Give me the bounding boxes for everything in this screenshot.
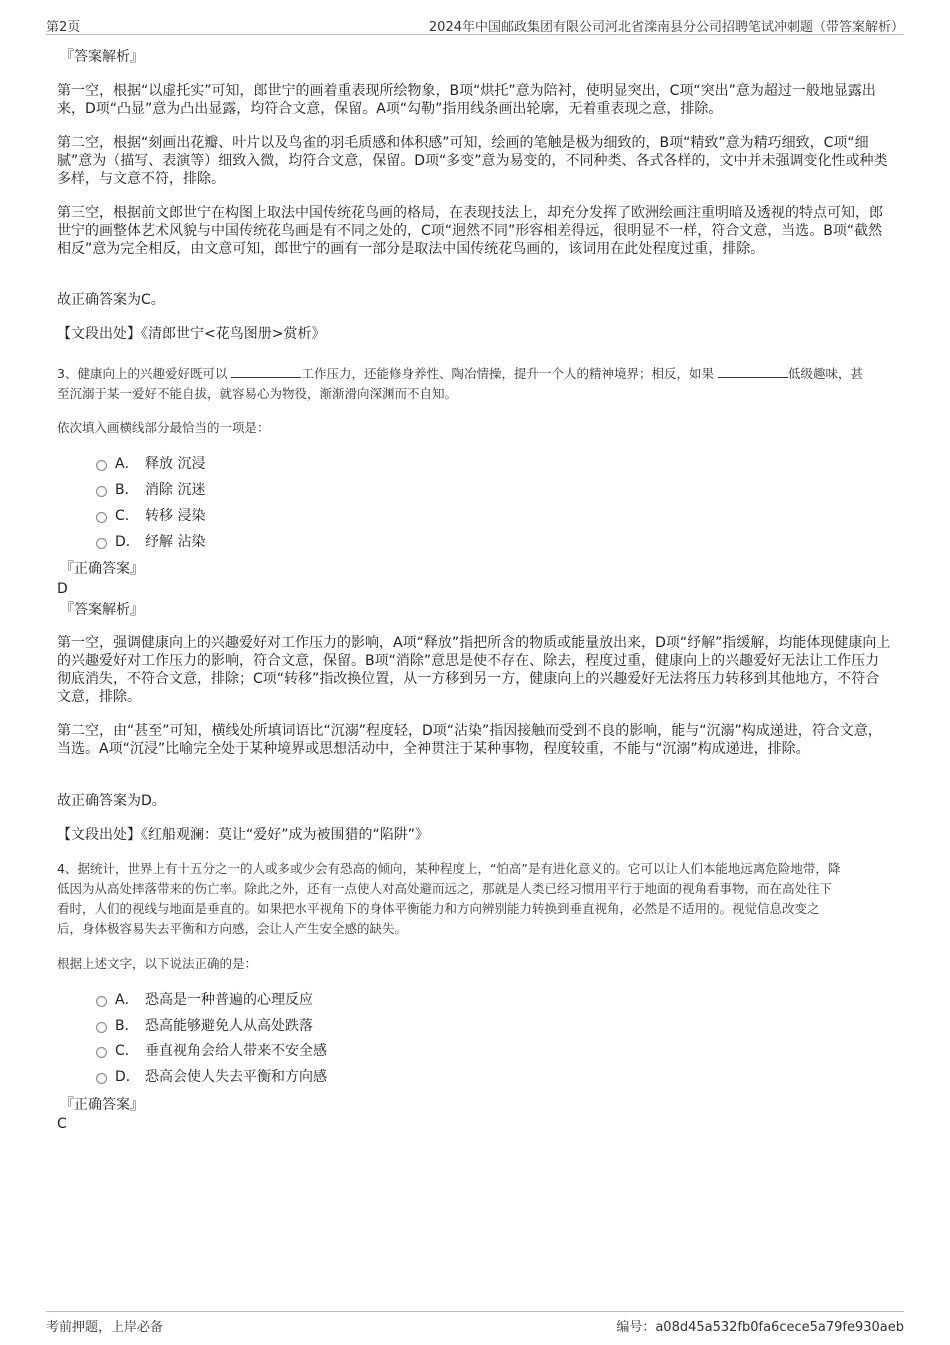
- q2-analysis-para2: 第二空，根据“刻画出花瓣、叶片以及鸟雀的羽毛质感和体积感”可知，绘画的笔触是极为细致的，B项“精致”意为精巧细致，C项“细腻”意为（描写、表演等）细致入微，均符合文意，保留。D项“多变”意为易变的，不同种类、各式各样的，文中并未强调变化性或种类多样，与文意不符，排除。: [57, 135, 888, 187]
- q3-option-c[interactable]: [96, 507, 205, 525]
- radio-icon[interactable]: [96, 1073, 107, 1084]
- q3-option-d[interactable]: [96, 533, 205, 551]
- option-text: 纾解 沾染: [145, 534, 206, 550]
- q4-prompt: 根据上述文字，以下说法正确的是：: [57, 956, 258, 971]
- q3-option-a[interactable]: [96, 455, 205, 473]
- q3-answer: D: [57, 581, 68, 597]
- radio-icon[interactable]: [96, 512, 107, 523]
- q4-stem-line4: 后，身体极容易失去平衡和方向感，会让人产生安全感的缺失。: [57, 921, 408, 936]
- page-header: [46, 14, 904, 35]
- q3-blank-2: [718, 365, 788, 378]
- option-letter: A．: [115, 992, 139, 1008]
- option-text: 消除 沉迷: [145, 482, 206, 498]
- q3-stem-part3: 低级趣味，甚: [787, 366, 863, 381]
- q3-answer-label: 『正确答案』: [60, 561, 144, 577]
- q3-analysis-label: 『答案解析』: [60, 602, 144, 618]
- option-text: 恐高会使人失去平衡和方向感: [145, 1069, 327, 1085]
- q3-stem: [57, 364, 897, 404]
- q2-source: 【文段出处】《清郎世宁<花鸟图册>赏析》: [57, 326, 326, 342]
- radio-icon[interactable]: [96, 1022, 107, 1033]
- q4-option-c[interactable]: [96, 1042, 327, 1060]
- q4-answer-label: 『正确答案』: [60, 1097, 144, 1113]
- radio-icon[interactable]: [96, 996, 107, 1007]
- q3-option-b[interactable]: [96, 481, 205, 499]
- q4-option-b[interactable]: [96, 1017, 313, 1035]
- option-letter: D．: [115, 534, 140, 550]
- option-letter: C．: [115, 508, 139, 524]
- q3-prompt: 依次填入画横线部分最恰当的一项是：: [57, 420, 270, 435]
- q3-analysis-para1: 第一空，强调健康向上的兴趣爱好对工作压力的影响，A项“释放”指把所含的物质或能量放出来，D项“纾解”指缓解，均能体现健康向上的兴趣爱好对工作压力的影响，符合文意，保留。B项“消除”意思是使不存在、除去，程度过重，健康向上的兴趣爱好无法让工作压力彻底消失，不符合文意，排除；C项“转移”指改换位置，从一方移到另一方，健康向上的兴趣爱好无法将压力转移到其他地方，不符合文意，排除。: [57, 635, 891, 705]
- option-letter: A．: [115, 456, 139, 472]
- page-number: 第2页: [46, 20, 81, 35]
- footer-slogan: 考前押题，上岸必备: [46, 1320, 164, 1335]
- option-text: 恐高能够避免人从高处跌落: [145, 1018, 313, 1034]
- page-footer: [46, 1311, 904, 1334]
- option-text: 垂直视角会给人带来不安全感: [145, 1043, 327, 1059]
- radio-icon[interactable]: [96, 1047, 107, 1058]
- q2-analysis-para1: 第一空，根据“以虚托实”可知，郎世宁的画着重表现所绘物象，B项“烘托”意为陪衬，使明显突出，C项“突出”意为超过一般地显露出来，D项“凸显”意为凸出显露，均符合文意，保留。A项“勾勒”指用线条画出轮廓，无着重表现之意，排除。: [57, 83, 876, 117]
- q4-stem-line1: 4、据统计，世界上有十五分之一的人或多或少会有恐高的倾向，某种程度上，“怕高”是有进化意义的。它可以让人们本能地远离危险地带，降: [57, 861, 841, 876]
- q3-analysis-para2: 第二空，由“甚至”可知，横线处所填词语比“沉溺”程度轻，D项“沾染”指因接触而受到不良的影响，能与“沉溺”构成递进，符合文意，当选。A项“沉浸”比喻完全处于某种境界或思想活动中，全神贯注于某种事物，程度较重，不能与“沉溺”构成递进，排除。: [57, 723, 882, 757]
- option-letter: B．: [115, 482, 139, 498]
- q3-stem-part2: 工作压力，还能修身养性、陶冶情操，提升一个人的精神境界；相反，如果: [301, 366, 714, 381]
- option-text: 释放 沉浸: [145, 456, 206, 472]
- option-letter: C．: [115, 1043, 139, 1059]
- radio-icon[interactable]: [96, 460, 107, 471]
- q4-stem: [57, 859, 897, 939]
- q4-answer: C: [57, 1116, 67, 1132]
- radio-icon[interactable]: [96, 538, 107, 549]
- q3-blank-1: [231, 365, 301, 378]
- q3-source: 【文段出处】《红船观澜：莫让“爱好”成为被围猎的“陷阱”》: [57, 827, 430, 843]
- radio-icon[interactable]: [96, 486, 107, 497]
- q4-stem-line2: 低因为从高处摔落带来的伤亡率。除此之外，还有一点使人对高处避而远之，那就是人类已经习惯用平行于地面的视角看事物，而在高处往下: [57, 881, 833, 896]
- q4-option-d[interactable]: [96, 1068, 327, 1086]
- q3-stem-line2: 至沉溺于某一爱好不能自拔，就容易心为物役，渐渐滑向深渊而不自知。: [57, 386, 458, 401]
- document-title: 2024年中国邮政集团有限公司河北省滦南县分公司招聘笔试冲刺题（带答案解析）: [428, 20, 904, 35]
- document-id: 编号：a08d45a532fb0fa6cece5a79fe930aeb: [616, 1320, 904, 1335]
- q2-analysis-label: 『答案解析』: [60, 49, 144, 65]
- q3-conclusion: 故正确答案为D。: [57, 793, 166, 809]
- q3-stem-part1: 3、健康向上的兴趣爱好既可以: [57, 366, 228, 381]
- option-text: 转移 浸染: [145, 508, 206, 524]
- option-text: 恐高是一种普遍的心理反应: [145, 992, 313, 1008]
- q4-option-a[interactable]: [96, 991, 313, 1009]
- option-letter: D．: [115, 1069, 140, 1085]
- q2-analysis-para3: 第三空，根据前文郎世宁在构图上取法中国传统花鸟画的格局，在表现技法上，却充分发挥了欧洲绘画注重明暗及透视的特点可知，郎世宁的画整体艺术风貌与中国传统花鸟画是有不同之处的，C项“迥然不同”形容相差得远，很明显不一样，符合文意，当选。B项“截然相反”意为完全相反，由文意可知，郎世宁的画有一部分是取法中国传统花鸟画的，该词用在此处程度过重，排除。: [57, 205, 883, 257]
- q4-stem-line3: 看时，人们的视线与地面是垂直的。如果把水平视角下的身体平衡能力和方向辨别能力转换到垂直视角，必然是不适用的。视觉信息改变之: [57, 901, 820, 916]
- option-letter: B．: [115, 1018, 139, 1034]
- q2-conclusion: 故正确答案为C。: [57, 292, 165, 308]
